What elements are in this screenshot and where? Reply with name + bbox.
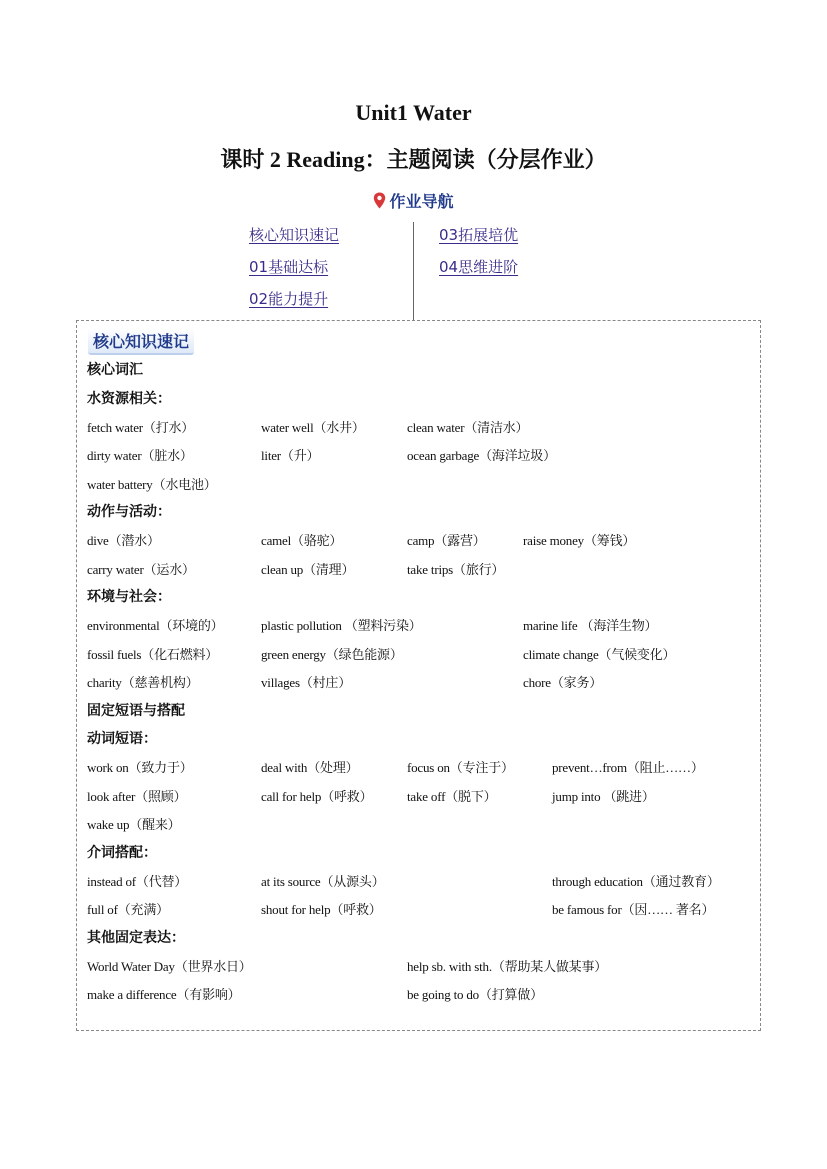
- group-label: 介词搭配：: [87, 845, 157, 861]
- phrase-item: deal with（处理）: [261, 760, 359, 775]
- vocab-title: 核心词汇: [87, 362, 143, 378]
- nav-divider: [413, 222, 414, 320]
- page-subtitle: 课时 2 Reading：主题阅读（分层作业）: [220, 147, 607, 172]
- phrase-item: full of（充满）: [87, 902, 169, 917]
- phrase-item: focus on（专注于）: [407, 760, 514, 775]
- vocab-item: green energy（绿色能源）: [261, 647, 403, 662]
- vocab-item: water battery（水电池）: [87, 477, 217, 492]
- vocab-item: fetch water（打水）: [87, 420, 195, 435]
- phrase-item: instead of（代替）: [87, 874, 188, 889]
- vocab-item: villages（村庄）: [261, 675, 352, 690]
- vocab-item: clean up（清理）: [261, 562, 355, 577]
- phrase-item: help sb. with sth.（帮助某人做某事）: [407, 959, 608, 974]
- vocab-item: raise money（筹钱）: [523, 533, 636, 548]
- nav-link-core-knowledge[interactable]: 核心知识速记: [249, 226, 340, 244]
- nav-heading: [0, 189, 827, 213]
- phrase-item: take off（脱下）: [407, 789, 497, 804]
- vocab-item: liter（升）: [261, 448, 320, 463]
- group-label: 动词短语：: [87, 731, 157, 747]
- page-title: Unit1 Water: [355, 100, 472, 125]
- nav-link-basic[interactable]: 01基础达标: [249, 258, 329, 276]
- phrase-item: call for help（呼救）: [261, 789, 373, 804]
- vocab-item: dive（潜水）: [87, 533, 160, 548]
- location-pin-icon: [373, 192, 386, 213]
- vocab-item: marine life （海洋生物）: [523, 618, 658, 633]
- phrase-item: prevent…from（阻止……）: [552, 760, 704, 775]
- phrase-item: World Water Day（世界水日）: [87, 959, 252, 974]
- vocab-item: plastic pollution （塑料污染）: [261, 618, 422, 633]
- vocab-item: environmental（环境的）: [87, 618, 224, 633]
- vocab-item: chore（家务）: [523, 675, 603, 690]
- phrase-item: through education（通过教育）: [552, 874, 720, 889]
- vocab-item: camel（骆驼）: [261, 533, 343, 548]
- group-label: 动作与活动：: [87, 504, 171, 520]
- vocab-item: climate change（气候变化）: [523, 647, 676, 662]
- group-label: 其他固定表达：: [87, 930, 185, 946]
- vocab-item: camp（露营）: [407, 533, 486, 548]
- vocab-item: water well（水井）: [261, 420, 365, 435]
- nav-link-thinking[interactable]: 04思维进阶: [439, 258, 519, 276]
- vocab-item: charity（慈善机构）: [87, 675, 199, 690]
- phrase-item: make a difference（有影响）: [87, 987, 241, 1002]
- phrase-item: at its source（从源头）: [261, 874, 385, 889]
- phrase-item: work on（致力于）: [87, 760, 193, 775]
- vocab-item: clean water（清洁水）: [407, 420, 529, 435]
- section-heading: 核心知识速记: [88, 328, 194, 355]
- vocab-item: ocean garbage（海洋垃圾）: [407, 448, 556, 463]
- vocab-item: dirty water（脏水）: [87, 448, 193, 463]
- phrase-item: jump into （跳进）: [552, 789, 655, 804]
- nav-heading-label: 作业导航: [389, 192, 454, 211]
- phrase-item: be famous for（因…… 著名）: [552, 902, 715, 917]
- vocab-item: fossil fuels（化石燃料）: [87, 647, 219, 662]
- phrase-title: 固定短语与搭配: [87, 703, 185, 719]
- phrase-item: shout for help（呼救）: [261, 902, 382, 917]
- vocab-item: take trips（旅行）: [407, 562, 505, 577]
- phrase-item: look after（照顾）: [87, 789, 187, 804]
- phrase-item: be going to do（打算做）: [407, 987, 543, 1002]
- group-label: 水资源相关：: [87, 391, 171, 407]
- vocab-item: carry water（运水）: [87, 562, 195, 577]
- nav-link-extension[interactable]: 03拓展培优: [439, 226, 519, 244]
- group-label: 环境与社会：: [87, 589, 171, 605]
- phrase-item: wake up（醒来）: [87, 817, 181, 832]
- nav-link-ability[interactable]: 02能力提升: [249, 290, 329, 308]
